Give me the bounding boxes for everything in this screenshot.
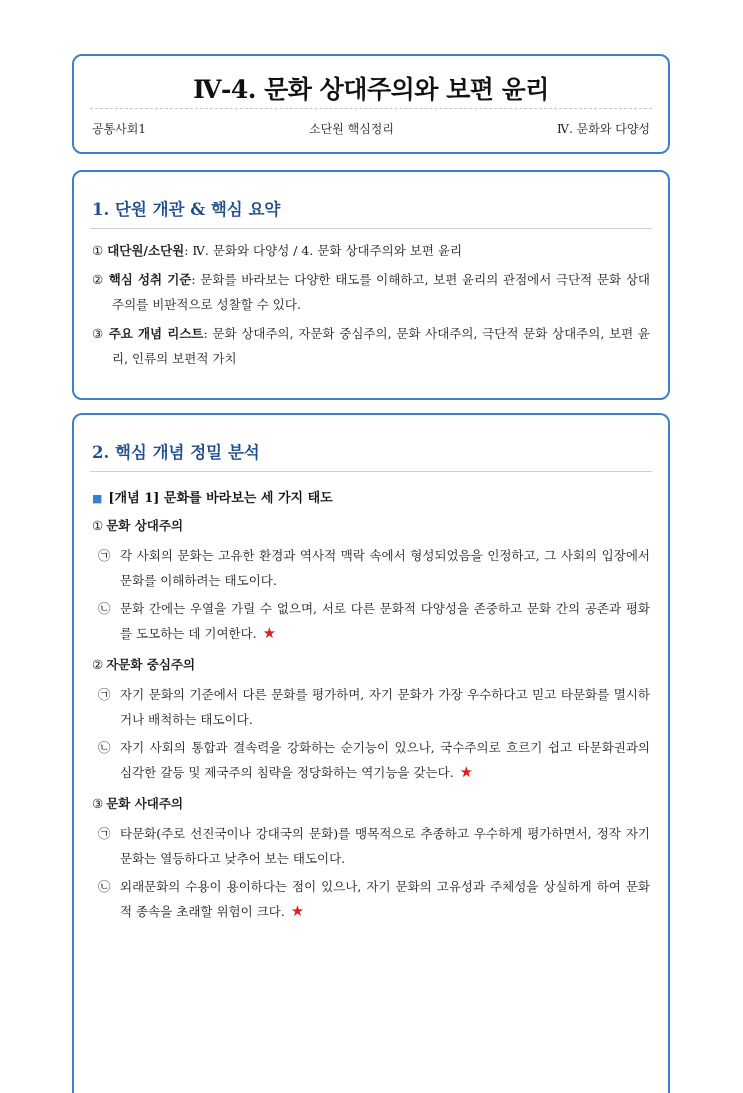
point-item [92,682,650,732]
star-icon: ★ [459,763,474,781]
point-marker: ㉠ [98,687,111,702]
point-marker: ㉡ [98,601,111,616]
overview-item [92,238,650,263]
star-icon: ★ [290,902,305,920]
attitude-group [92,654,650,785]
point-text: 각 사회의 문화는 고유한 환경과 역사적 맥락 속에서 형성되었음을 인정하고, 그 사회의 입장에서 문화를 이해하려는 태도이다. [120,548,650,588]
header-meta [92,120,650,137]
attitude-group [92,793,650,924]
item-marker: ① [92,243,104,258]
point-marker: ㉠ [98,826,111,841]
point-text: 자기 문화의 기준에서 다른 문화를 평가하며, 자기 문화가 가장 우수하다고 믿고 타문화를 멸시하거나 배척하는 태도이다. [120,687,650,727]
attitude-title [92,654,650,676]
subject-label: 공통사회1 [92,122,147,136]
point-text: 타문화(주로 선진국이나 강대국의 문화)를 맹목적으로 추종하고 우수하게 평가하면서, 정작 자기 문화는 열등하다고 낮추어 보는 태도이다. [120,826,650,866]
attitude-number: ③ [92,796,104,811]
point-marker: ㉡ [98,879,111,894]
item-text: : Ⅳ. 문화와 다양성 / 4. 문화 상대주의와 보편 윤리 [184,243,463,258]
square-bullet-icon: ■ [92,492,103,505]
star-icon: ★ [262,624,277,642]
attitude-title [92,793,650,815]
analysis-title: 2. 핵심 개념 정밀 분석 [92,443,260,462]
point-text: 문화 간에는 우열을 가릴 수 없으며, 서로 다른 문화적 다양성을 존중하고 문화 간의 공존과 평화를 도모하는 데 기여한다. [120,601,650,641]
unit-label: Ⅳ. 문화와 다양성 [557,122,650,136]
item-key: 주요 개념 리스트 [108,326,204,341]
concept-heading [92,487,333,506]
overview-title: 1. 단원 개관 & 핵심 요약 [92,200,281,219]
item-key: 핵심 성취 기준 [108,272,192,287]
overview-divider [90,228,652,229]
attitude-group [92,515,650,646]
attitude-title [92,515,650,537]
point-item [92,821,650,871]
analysis-divider [90,471,652,472]
attitude-number: ① [92,518,104,533]
overview-list [92,238,650,375]
item-marker: ② [92,272,104,287]
item-text: : 문화를 바라보는 다양한 태도를 이해하고, 보편 윤리의 관점에서 극단적 문화 상대주의를 비판적으로 성찰할 수 있다. [112,272,650,312]
overview-box [72,170,670,400]
attitude-name: 자문화 중심주의 [106,657,196,672]
point-marker: ㉠ [98,548,111,563]
analysis-box [72,413,670,1093]
point-item [92,543,650,593]
point-item [92,874,650,924]
header-divider [90,108,652,109]
doc-type-label: 소단원 핵심정리 [309,122,394,136]
header-box [72,54,670,154]
page-title: Ⅳ-4. 문화 상대주의와 보편 윤리 [193,75,549,104]
point-item [92,596,650,646]
overview-item [92,321,650,371]
attitude-name: 문화 사대주의 [106,796,184,811]
attitude-number: ② [92,657,104,672]
item-marker: ③ [92,326,104,341]
concept-heading-text: [개념 1] 문화를 바라보는 세 가지 태도 [108,491,333,506]
point-text: 외래문화의 수용이 용이하다는 점이 있으나, 자기 문화의 고유성과 주체성을 상실하게 하여 문화적 종속을 초래할 위험이 크다. [120,879,650,919]
concept-list [92,515,650,932]
point-item [92,735,650,785]
point-text: 자기 사회의 통합과 결속력을 강화하는 순기능이 있으나, 국수주의로 흐르기 쉽고 타문화권과의 심각한 갈등 및 제국주의 침략을 정당화하는 역기능을 갖는다. [120,740,650,780]
attitude-name: 문화 상대주의 [106,518,184,533]
overview-item [92,267,650,317]
item-key: 대단원/소단원 [107,243,185,258]
point-marker: ㉡ [98,740,111,755]
item-text: : 문화 상대주의, 자문화 중심주의, 문화 사대주의, 극단적 문화 상대주의, 보편 윤리, 인류의 보편적 가치 [112,326,650,366]
